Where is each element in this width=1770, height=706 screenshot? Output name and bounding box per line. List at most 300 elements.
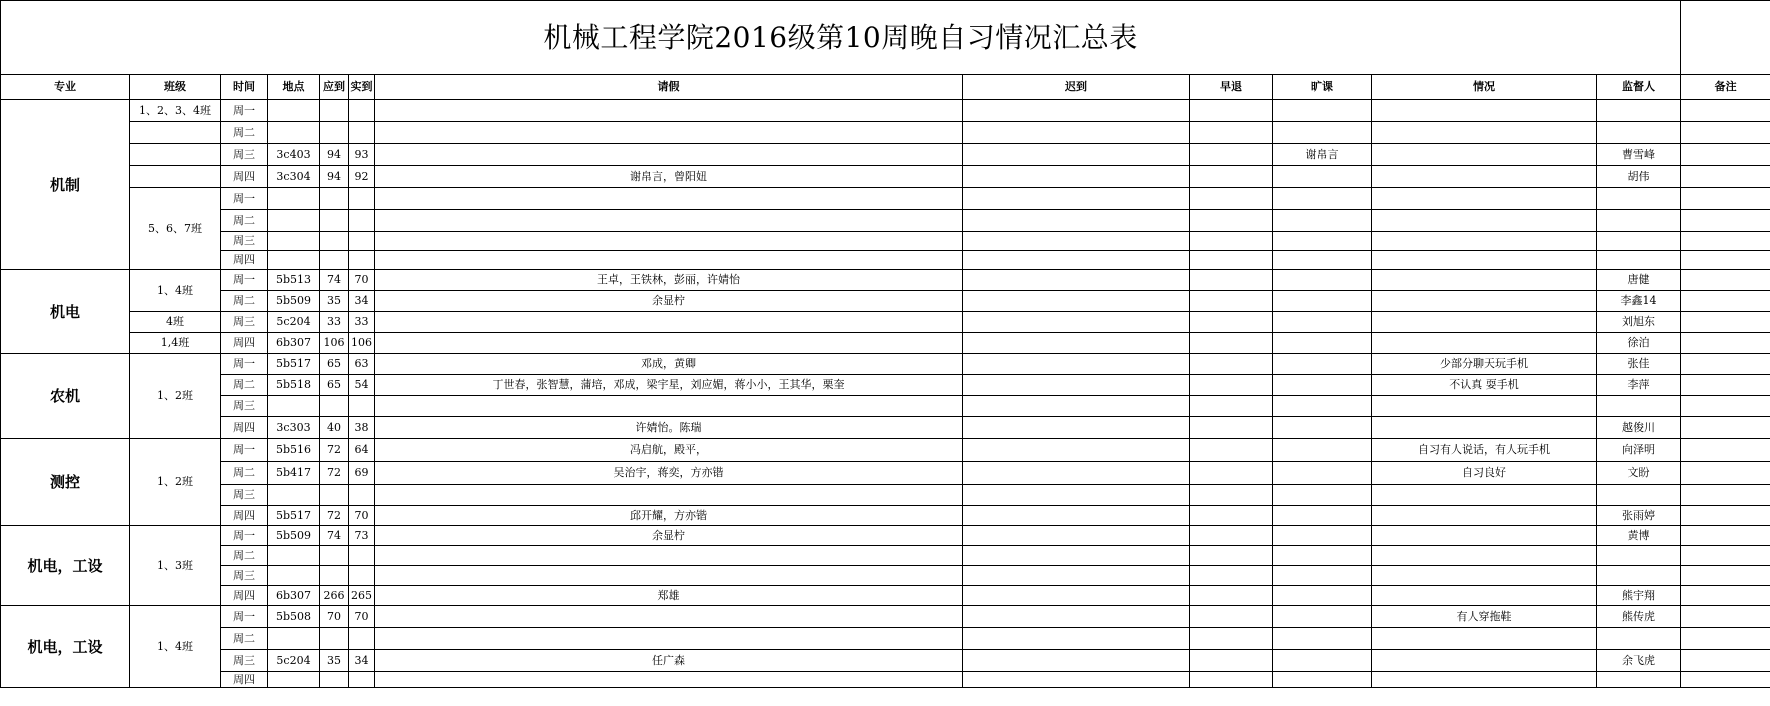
situation-cell: 自习良好	[1372, 462, 1597, 485]
situation-cell	[1372, 188, 1597, 210]
table-row	[1, 188, 1770, 210]
supervisor-cell	[1597, 566, 1681, 586]
supervisor-cell: 越俊川	[1597, 417, 1681, 439]
location-cell: 5b516	[268, 439, 320, 462]
day-cell: 周一	[221, 270, 268, 291]
header-situation: 情况	[1372, 75, 1597, 100]
situation-cell	[1372, 506, 1597, 526]
table-row	[1, 166, 1770, 188]
situation-cell	[1372, 251, 1597, 270]
remarks-cell	[1681, 122, 1770, 144]
situation-cell	[1372, 166, 1597, 188]
remarks-cell	[1681, 439, 1770, 462]
day-cell: 周二	[221, 122, 268, 144]
day-cell: 周二	[221, 375, 268, 396]
table-row	[1, 546, 1770, 566]
location-cell	[268, 122, 320, 144]
table-row	[1, 526, 1770, 546]
situation-cell: 自习有人说话，有人玩手机	[1372, 439, 1597, 462]
location-cell	[268, 628, 320, 650]
situation-cell	[1372, 396, 1597, 417]
supervisor-cell: 熊传虎	[1597, 606, 1681, 628]
table-row	[1, 417, 1770, 439]
leave-cell: 谢帛言，曾阳妞	[375, 166, 963, 188]
leave-cell: 余显柠	[375, 526, 963, 546]
early-leave-cell	[1190, 506, 1273, 526]
expected-count-cell: 35	[320, 291, 349, 312]
leave-cell	[375, 566, 963, 586]
present-count-cell: 92	[349, 166, 375, 188]
location-cell: 5b509	[268, 291, 320, 312]
leave-cell	[375, 606, 963, 628]
late-cell	[963, 251, 1190, 270]
leave-cell	[375, 672, 963, 688]
header-major: 专业	[1, 75, 130, 100]
class-cell: 1,4班	[130, 333, 221, 354]
major-cell: 测控	[1, 439, 130, 526]
early-leave-cell	[1190, 485, 1273, 506]
late-cell	[963, 396, 1190, 417]
early-leave-cell	[1190, 122, 1273, 144]
remarks-cell	[1681, 333, 1770, 354]
location-cell: 3c303	[268, 417, 320, 439]
leave-cell: 丁世春，张智慧，蒲培，邓成，梁宇星，刘应媚，蒋小小，王其华，栗奎	[375, 375, 963, 396]
absent-cell: 谢帛言	[1273, 144, 1372, 166]
supervisor-cell	[1597, 210, 1681, 232]
day-cell: 周二	[221, 291, 268, 312]
absent-cell	[1273, 166, 1372, 188]
supervisor-cell	[1597, 188, 1681, 210]
day-cell: 周四	[221, 166, 268, 188]
expected-count-cell: 72	[320, 439, 349, 462]
absent-cell	[1273, 672, 1372, 688]
absent-cell	[1273, 333, 1372, 354]
class-cell: 1、3班	[130, 526, 221, 606]
early-leave-cell	[1190, 100, 1273, 122]
supervisor-cell: 文盼	[1597, 462, 1681, 485]
location-cell: 5b508	[268, 606, 320, 628]
expected-count-cell	[320, 100, 349, 122]
early-leave-cell	[1190, 166, 1273, 188]
situation-cell	[1372, 312, 1597, 333]
present-count-cell: 70	[349, 506, 375, 526]
present-count-cell	[349, 566, 375, 586]
leave-cell: 邱开耀，方亦锴	[375, 506, 963, 526]
absent-cell	[1273, 439, 1372, 462]
leave-cell	[375, 546, 963, 566]
absent-cell	[1273, 312, 1372, 333]
situation-cell	[1372, 333, 1597, 354]
present-count-cell	[349, 122, 375, 144]
location-cell: 5c204	[268, 312, 320, 333]
class-cell: 1、2、3、4班	[130, 100, 221, 122]
day-cell: 周三	[221, 566, 268, 586]
absent-cell	[1273, 506, 1372, 526]
absent-cell	[1273, 122, 1372, 144]
present-count-cell	[349, 396, 375, 417]
table-row	[1, 312, 1770, 333]
expected-count-cell	[320, 188, 349, 210]
expected-count-cell: 74	[320, 526, 349, 546]
supervisor-cell: 黄博	[1597, 526, 1681, 546]
leave-cell: 吴治宇，蒋奕，方亦锴	[375, 462, 963, 485]
absent-cell	[1273, 375, 1372, 396]
absent-cell	[1273, 251, 1372, 270]
day-cell: 周四	[221, 506, 268, 526]
present-count-cell: 33	[349, 312, 375, 333]
supervisor-cell: 张佳	[1597, 354, 1681, 375]
remarks-cell	[1681, 606, 1770, 628]
absent-cell	[1273, 354, 1372, 375]
absent-cell	[1273, 417, 1372, 439]
early-leave-cell	[1190, 291, 1273, 312]
supervisor-cell	[1597, 628, 1681, 650]
location-cell: 5b517	[268, 506, 320, 526]
absent-cell	[1273, 650, 1372, 672]
present-count-cell	[349, 628, 375, 650]
late-cell	[963, 606, 1190, 628]
leave-cell	[375, 251, 963, 270]
absent-cell	[1273, 270, 1372, 291]
situation-cell	[1372, 485, 1597, 506]
supervisor-cell: 胡伟	[1597, 166, 1681, 188]
supervisor-cell	[1597, 485, 1681, 506]
absent-cell	[1273, 526, 1372, 546]
supervisor-cell	[1597, 672, 1681, 688]
expected-count-cell: 106	[320, 333, 349, 354]
late-cell	[963, 210, 1190, 232]
remarks-cell	[1681, 586, 1770, 606]
present-count-cell: 69	[349, 462, 375, 485]
situation-cell: 少部分聊天玩手机	[1372, 354, 1597, 375]
location-cell: 5b513	[268, 270, 320, 291]
situation-cell	[1372, 526, 1597, 546]
location-cell	[268, 566, 320, 586]
early-leave-cell	[1190, 650, 1273, 672]
class-cell: 1、4班	[130, 606, 221, 688]
major-cell: 农机	[1, 354, 130, 439]
early-leave-cell	[1190, 232, 1273, 251]
late-cell	[963, 312, 1190, 333]
remarks-cell	[1681, 210, 1770, 232]
day-cell: 周四	[221, 251, 268, 270]
leave-cell: 任广森	[375, 650, 963, 672]
major-cell: 机制	[1, 100, 130, 270]
supervisor-cell: 曹雪峰	[1597, 144, 1681, 166]
day-cell: 周二	[221, 628, 268, 650]
late-cell	[963, 270, 1190, 291]
expected-count-cell	[320, 672, 349, 688]
location-cell	[268, 485, 320, 506]
absent-cell	[1273, 586, 1372, 606]
header-location: 地点	[268, 75, 320, 100]
table-row	[1, 586, 1770, 606]
situation-cell	[1372, 270, 1597, 291]
class-cell: 4班	[130, 312, 221, 333]
early-leave-cell	[1190, 606, 1273, 628]
present-count-cell: 93	[349, 144, 375, 166]
remarks-cell	[1681, 354, 1770, 375]
supervisor-cell: 向泽明	[1597, 439, 1681, 462]
supervisor-cell: 张雨婷	[1597, 506, 1681, 526]
class-cell: 1、2班	[130, 354, 221, 439]
leave-cell: 余显柠	[375, 291, 963, 312]
late-cell	[963, 122, 1190, 144]
class-cell: 5、6、7班	[130, 188, 221, 270]
remarks-cell	[1681, 251, 1770, 270]
day-cell: 周一	[221, 439, 268, 462]
location-cell: 6b307	[268, 333, 320, 354]
remarks-cell	[1681, 144, 1770, 166]
location-cell	[268, 396, 320, 417]
present-count-cell	[349, 232, 375, 251]
present-count-cell: 70	[349, 270, 375, 291]
location-cell: 5c204	[268, 650, 320, 672]
present-count-cell: 34	[349, 650, 375, 672]
expected-count-cell: 72	[320, 462, 349, 485]
day-cell: 周三	[221, 396, 268, 417]
remarks-cell	[1681, 628, 1770, 650]
remarks-cell	[1681, 526, 1770, 546]
class-cell	[130, 144, 221, 166]
header-late: 迟到	[963, 75, 1190, 100]
late-cell	[963, 546, 1190, 566]
late-cell	[963, 506, 1190, 526]
sheet-title: 机械工程学院2016级第10周晚自习情况汇总表	[1, 1, 1681, 75]
present-count-cell: 63	[349, 354, 375, 375]
header-early-leave: 早退	[1190, 75, 1273, 100]
table-row	[1, 485, 1770, 506]
situation-cell	[1372, 417, 1597, 439]
day-cell: 周二	[221, 462, 268, 485]
supervisor-cell	[1597, 232, 1681, 251]
leave-cell: 邓成，黄卿	[375, 354, 963, 375]
leave-cell	[375, 144, 963, 166]
absent-cell	[1273, 546, 1372, 566]
absent-cell	[1273, 291, 1372, 312]
late-cell	[963, 672, 1190, 688]
remarks-cell	[1681, 566, 1770, 586]
leave-cell	[375, 100, 963, 122]
table-row	[1, 566, 1770, 586]
present-count-cell: 54	[349, 375, 375, 396]
situation-cell	[1372, 144, 1597, 166]
location-cell: 5b417	[268, 462, 320, 485]
early-leave-cell	[1190, 333, 1273, 354]
header-present: 实到	[349, 75, 375, 100]
table-row	[1, 672, 1770, 688]
location-cell	[268, 232, 320, 251]
situation-cell: 有人穿拖鞋	[1372, 606, 1597, 628]
expected-count-cell	[320, 566, 349, 586]
early-leave-cell	[1190, 546, 1273, 566]
day-cell: 周三	[221, 144, 268, 166]
absent-cell	[1273, 210, 1372, 232]
situation-cell	[1372, 232, 1597, 251]
day-cell: 周二	[221, 210, 268, 232]
late-cell	[963, 526, 1190, 546]
table-row	[1, 144, 1770, 166]
expected-count-cell	[320, 396, 349, 417]
table-row	[1, 251, 1770, 270]
leave-cell: 许婧怡。陈瑞	[375, 417, 963, 439]
location-cell	[268, 188, 320, 210]
day-cell: 周四	[221, 586, 268, 606]
supervisor-cell	[1597, 100, 1681, 122]
present-count-cell: 73	[349, 526, 375, 546]
expected-count-cell	[320, 628, 349, 650]
early-leave-cell	[1190, 144, 1273, 166]
present-count-cell: 34	[349, 291, 375, 312]
absent-cell	[1273, 396, 1372, 417]
table-row	[1, 354, 1770, 375]
header-class: 班级	[130, 75, 221, 100]
late-cell	[963, 628, 1190, 650]
expected-count-cell	[320, 210, 349, 232]
remarks-cell	[1681, 100, 1770, 122]
remarks-cell	[1681, 417, 1770, 439]
remarks-cell	[1681, 375, 1770, 396]
class-cell	[130, 166, 221, 188]
present-count-cell	[349, 485, 375, 506]
situation-cell: 不认真 耍手机	[1372, 375, 1597, 396]
present-count-cell	[349, 210, 375, 232]
late-cell	[963, 462, 1190, 485]
table-row	[1, 506, 1770, 526]
table-row	[1, 122, 1770, 144]
header-day: 时间	[221, 75, 268, 100]
table-row	[1, 270, 1770, 291]
header-absent: 旷课	[1273, 75, 1372, 100]
expected-count-cell: 33	[320, 312, 349, 333]
situation-cell	[1372, 291, 1597, 312]
leave-cell	[375, 122, 963, 144]
leave-cell	[375, 396, 963, 417]
late-cell	[963, 586, 1190, 606]
location-cell: 5b518	[268, 375, 320, 396]
day-cell: 周四	[221, 333, 268, 354]
present-count-cell	[349, 100, 375, 122]
remarks-cell	[1681, 232, 1770, 251]
absent-cell	[1273, 100, 1372, 122]
remarks-cell	[1681, 312, 1770, 333]
absent-cell	[1273, 566, 1372, 586]
late-cell	[963, 354, 1190, 375]
present-count-cell	[349, 672, 375, 688]
situation-cell	[1372, 650, 1597, 672]
supervisor-cell	[1597, 546, 1681, 566]
expected-count-cell	[320, 251, 349, 270]
table-row	[1, 291, 1770, 312]
absent-cell	[1273, 232, 1372, 251]
late-cell	[963, 100, 1190, 122]
table-row	[1, 628, 1770, 650]
expected-count-cell: 70	[320, 606, 349, 628]
leave-cell: 郑雄	[375, 586, 963, 606]
present-count-cell	[349, 546, 375, 566]
class-cell: 1、4班	[130, 270, 221, 312]
late-cell	[963, 188, 1190, 210]
expected-count-cell: 40	[320, 417, 349, 439]
early-leave-cell	[1190, 396, 1273, 417]
early-leave-cell	[1190, 417, 1273, 439]
expected-count-cell: 35	[320, 650, 349, 672]
location-cell: 5b509	[268, 526, 320, 546]
remarks-cell	[1681, 270, 1770, 291]
header-supervisor: 监督人	[1597, 75, 1681, 100]
table-row	[1, 650, 1770, 672]
day-cell: 周二	[221, 546, 268, 566]
situation-cell	[1372, 672, 1597, 688]
early-leave-cell	[1190, 628, 1273, 650]
table-row	[1, 606, 1770, 628]
expected-count-cell: 74	[320, 270, 349, 291]
expected-count-cell	[320, 485, 349, 506]
late-cell	[963, 485, 1190, 506]
early-leave-cell	[1190, 251, 1273, 270]
present-count-cell	[349, 188, 375, 210]
title-side-cell	[1681, 1, 1770, 75]
location-cell	[268, 672, 320, 688]
expected-count-cell: 65	[320, 354, 349, 375]
early-leave-cell	[1190, 462, 1273, 485]
class-cell: 1、2班	[130, 439, 221, 526]
day-cell: 周一	[221, 526, 268, 546]
major-cell: 机电，工设	[1, 606, 130, 688]
expected-count-cell	[320, 546, 349, 566]
table-row	[1, 210, 1770, 232]
leave-cell	[375, 232, 963, 251]
expected-count-cell: 94	[320, 166, 349, 188]
remarks-cell	[1681, 650, 1770, 672]
situation-cell	[1372, 210, 1597, 232]
remarks-cell	[1681, 188, 1770, 210]
leave-cell	[375, 333, 963, 354]
day-cell: 周一	[221, 188, 268, 210]
late-cell	[963, 333, 1190, 354]
location-cell: 3c403	[268, 144, 320, 166]
early-leave-cell	[1190, 439, 1273, 462]
day-cell: 周三	[221, 312, 268, 333]
remarks-cell	[1681, 462, 1770, 485]
day-cell: 周三	[221, 650, 268, 672]
header-expected: 应到	[320, 75, 349, 100]
day-cell: 周三	[221, 232, 268, 251]
situation-cell	[1372, 566, 1597, 586]
leave-cell	[375, 210, 963, 232]
present-count-cell: 38	[349, 417, 375, 439]
present-count-cell: 64	[349, 439, 375, 462]
early-leave-cell	[1190, 210, 1273, 232]
present-count-cell: 106	[349, 333, 375, 354]
leave-cell	[375, 628, 963, 650]
location-cell: 6b307	[268, 586, 320, 606]
supervisor-cell	[1597, 251, 1681, 270]
major-cell: 机电，工设	[1, 526, 130, 606]
location-cell	[268, 251, 320, 270]
late-cell	[963, 417, 1190, 439]
early-leave-cell	[1190, 672, 1273, 688]
leave-cell	[375, 485, 963, 506]
header-remarks: 备注	[1681, 75, 1770, 100]
absent-cell	[1273, 628, 1372, 650]
late-cell	[963, 439, 1190, 462]
day-cell: 周四	[221, 417, 268, 439]
remarks-cell	[1681, 485, 1770, 506]
present-count-cell	[349, 251, 375, 270]
remarks-cell	[1681, 546, 1770, 566]
expected-count-cell: 72	[320, 506, 349, 526]
